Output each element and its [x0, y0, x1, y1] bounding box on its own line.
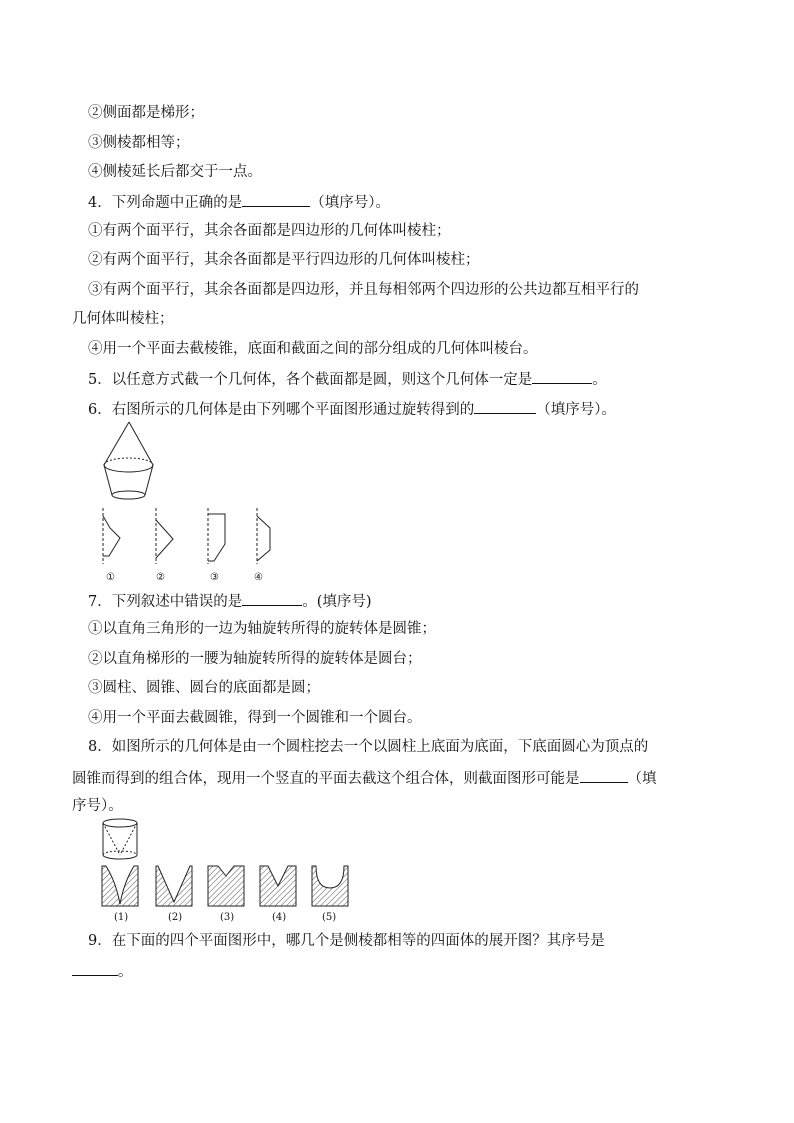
- q8-option-label: (1): [114, 912, 129, 923]
- answer-blank[interactable]: [580, 767, 628, 783]
- question-8: 8．如图所示的几何体是由一个圆柱挖去一个以圆柱上底面为底面，下底面圆心为顶点的: [88, 739, 649, 755]
- q6-option-label: ④: [254, 572, 263, 583]
- q6-option-label: ②: [156, 572, 165, 583]
- option-line: ④用一个平面去截棱锥，底面和截面之间的部分组成的几何体叫棱台。: [88, 341, 538, 357]
- answer-blank[interactable]: [242, 590, 302, 606]
- answer-blank[interactable]: [72, 960, 118, 976]
- option-line: ②以直角梯形的一腰为轴旋转所得的旋转体是圆台；: [88, 651, 422, 667]
- option-line: ③圆柱、圆锥、圆台的底面都是圆；: [88, 680, 320, 696]
- option-line: 几何体叫棱柱；: [72, 311, 174, 327]
- question-text: 。: [118, 964, 133, 980]
- q6-option-4-figure: [254, 506, 284, 568]
- option-line: ①以直角三角形的一边为轴旋转所得的旋转体是圆锥；: [88, 621, 436, 637]
- question-7: [88, 590, 372, 612]
- question-text: 6．右图所示的几何体是由下列哪个平面图形通过旋转得到的: [88, 402, 475, 418]
- question-text: （填: [627, 771, 657, 787]
- question-4: [88, 191, 390, 213]
- option-line: ④用一个平面去截圆锥，得到一个圆锥和一个圆台。: [88, 710, 422, 726]
- question-8-cont: [72, 767, 657, 789]
- question-text: 7．下列叙述中错误的是: [88, 594, 243, 610]
- option-line: ③有两个面平行，其余各面都是四边形，并且每相邻两个四边形的公共边都互相平行的: [88, 282, 639, 298]
- text-line: ④侧棱延长后都交于一点。: [88, 164, 262, 180]
- question-text: （填序号）。: [536, 402, 616, 418]
- q6-option-3-figure: [205, 506, 235, 568]
- question-9: 9．在下面的四个平面图形中，哪几个是侧棱都相等的四面体的展开图？其序号是: [88, 933, 605, 949]
- text-line: ③侧棱都相等；: [88, 135, 190, 151]
- q6-option-label: ①: [106, 572, 115, 583]
- question-text: （填序号）。: [310, 195, 390, 211]
- q6-solid-figure: [100, 420, 160, 502]
- q8-option-label: (5): [322, 912, 337, 923]
- question-9-cont: [72, 960, 133, 982]
- question-6: [88, 398, 616, 420]
- q8-solid-figure: [100, 817, 142, 863]
- text-line: ②侧面都是梯形；: [88, 105, 204, 121]
- answer-blank[interactable]: [474, 398, 536, 414]
- q6-option-label: ③: [210, 572, 219, 583]
- q8-section-options: [98, 862, 358, 910]
- question-5: [88, 368, 607, 390]
- q6-option-1-figure: [100, 506, 130, 568]
- q8-option-label: (4): [272, 912, 287, 923]
- answer-blank[interactable]: [242, 191, 310, 207]
- question-text: 4．下列命题中正确的是: [88, 195, 243, 211]
- q6-option-2-figure: [153, 506, 183, 568]
- question-text: 。(填序号): [302, 594, 372, 610]
- question-text: 圆锥而得到的组合体，现用一个竖直的平面去截这个组合体，则截面图形可能是: [72, 771, 580, 787]
- option-line: ②有两个面平行，其余各面都是平行四边形的几何体叫棱柱；: [88, 252, 480, 268]
- q8-option-label: (3): [220, 912, 235, 923]
- question-8-cont: 序号）。: [72, 798, 123, 814]
- q8-option-label: (2): [168, 912, 183, 923]
- answer-blank[interactable]: [532, 368, 592, 384]
- question-text: 5．以任意方式截一个几何体，各个截面都是圆，则这个几何体一定是: [88, 372, 533, 388]
- question-text: 。: [592, 372, 607, 388]
- option-line: ①有两个面平行，其余各面都是四边形的几何体叫棱柱；: [88, 223, 451, 239]
